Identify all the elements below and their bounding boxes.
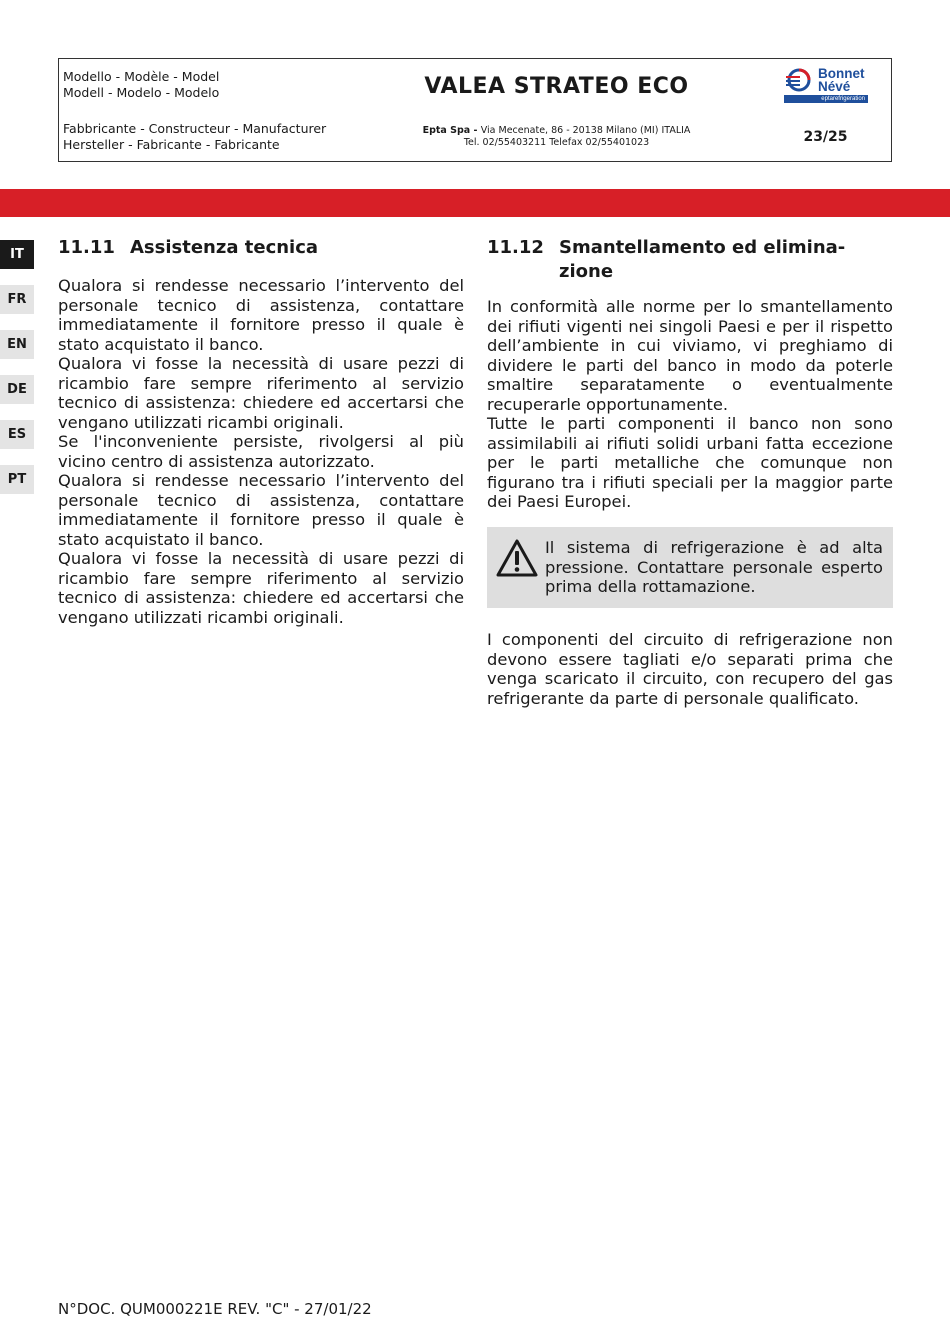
warning-box xyxy=(487,527,893,608)
lang-tab-de[interactable]: DE xyxy=(0,375,34,404)
lang-tab-en[interactable]: EN xyxy=(0,330,34,359)
lang-tab-pt[interactable]: PT xyxy=(0,465,34,494)
model-label-line2: Modell - Modelo - Modelo xyxy=(63,85,220,100)
logo-mark-icon xyxy=(784,67,814,95)
section-dismantling xyxy=(487,236,893,512)
section-number: 11.11 xyxy=(58,237,115,258)
paragraph: Qualora vi fosse la necessità di usare pezzi di ricambio fare sempre riferimento al servizio tecnico di assistenza: chiedere ed accertarsi che vengano utilizzati ricambi originali. xyxy=(58,549,464,627)
model-label-line1: Modello - Modèle - Model xyxy=(63,69,220,84)
paragraph: I componenti del circuito di refrigerazione non devono essere tagliati e/o separati prima che venga scaricato il circuito, con recupero del gas refrigerante da parte di personale qualificato. xyxy=(487,630,893,708)
model-label-cell xyxy=(59,59,353,113)
paragraph: Se l'inconveniente persiste, rivolgersi al più vicino centro di assistenza autorizzato. xyxy=(58,432,464,471)
warning-triangle-icon xyxy=(495,538,539,578)
section-heading xyxy=(487,236,893,284)
paragraph: Qualora si rendesse necessario l’intervento del personale tecnico di assistenza, contattare immediatamente il fornitore presso il quale è stato acquistato il banco. xyxy=(58,276,464,354)
lang-tab-fr[interactable]: FR xyxy=(0,285,34,314)
manufacturer-phone: Tel. 02/55403211 Telefax 02/55401023 xyxy=(463,137,650,148)
document-header xyxy=(58,58,892,162)
section-title: Assistenza tecnica xyxy=(130,237,319,258)
manufacturer-name: Epta Spa - xyxy=(422,125,481,136)
logo-word-bonnet: Bonnet xyxy=(818,66,865,81)
document-reference: N°DOC. QUM000221E REV. "C" - 27/01/22 xyxy=(58,1300,372,1318)
paragraph: Qualora vi fosse la necessità di usare pezzi di ricambio fare sempre riferimento al servizio tecnico di assistenza: chiedere ed accertarsi che vengano utilizzati ricambi originali. xyxy=(58,354,464,432)
red-band-divider xyxy=(0,189,950,217)
logo-tagline: eptarefrigeration xyxy=(784,95,868,103)
logo-word-neve: Névé xyxy=(818,79,851,94)
section-technical-assistance xyxy=(58,236,464,627)
manufacturer-info xyxy=(353,113,760,161)
section-heading xyxy=(58,236,464,260)
logo-cell xyxy=(760,59,891,113)
lang-tab-it[interactable]: IT xyxy=(0,240,34,269)
manufacturer-label-line1: Fabbricante - Constructeur - Manufacturer xyxy=(63,121,327,136)
section-number: 11.12 xyxy=(487,237,544,258)
bonnet-neve-logo xyxy=(782,67,872,107)
paragraph: Qualora si rendesse necessario l’intervento del personale tecnico di assistenza, contattare immediatamente il fornitore presso il quale è stato acquistato il banco. xyxy=(58,471,464,549)
section-title: Smantellamento ed elimina-zione xyxy=(559,237,846,282)
manufacturer-address: Via Mecenate, 86 - 20138 Milano (MI) ITALIA xyxy=(480,125,691,136)
model-value: VALEA STRATEO ECO xyxy=(424,73,689,99)
lang-tab-es[interactable]: ES xyxy=(0,420,34,449)
page-number: 23/25 xyxy=(803,129,848,145)
paragraph: In conformità alle norme per lo smantellamento dei rifiuti vigenti nei singoli Paesi e per il rispetto dell’ambiente in cui viviamo, vi preghiamo di dividere le parti del banco in modo da poterle smaltire separatamente o eventualmente recuperarle opportunamente. xyxy=(487,297,893,414)
warning-text: Il sistema di refrigerazione è ad alta pressione. Contattare personale esperto prima della rottamazione. xyxy=(545,538,883,596)
manufacturer-label-line2: Hersteller - Fabricante - Fabricante xyxy=(63,137,280,152)
paragraph: Tutte le parti componenti il banco non sono assimilabili ai rifiuti solidi urbani fatta eccezione per le parti metalliche che comunque non figurano tra i rifiuti speciali per la maggior parte dei Paesi Europei. xyxy=(487,414,893,511)
manufacturer-label-cell xyxy=(59,113,353,161)
